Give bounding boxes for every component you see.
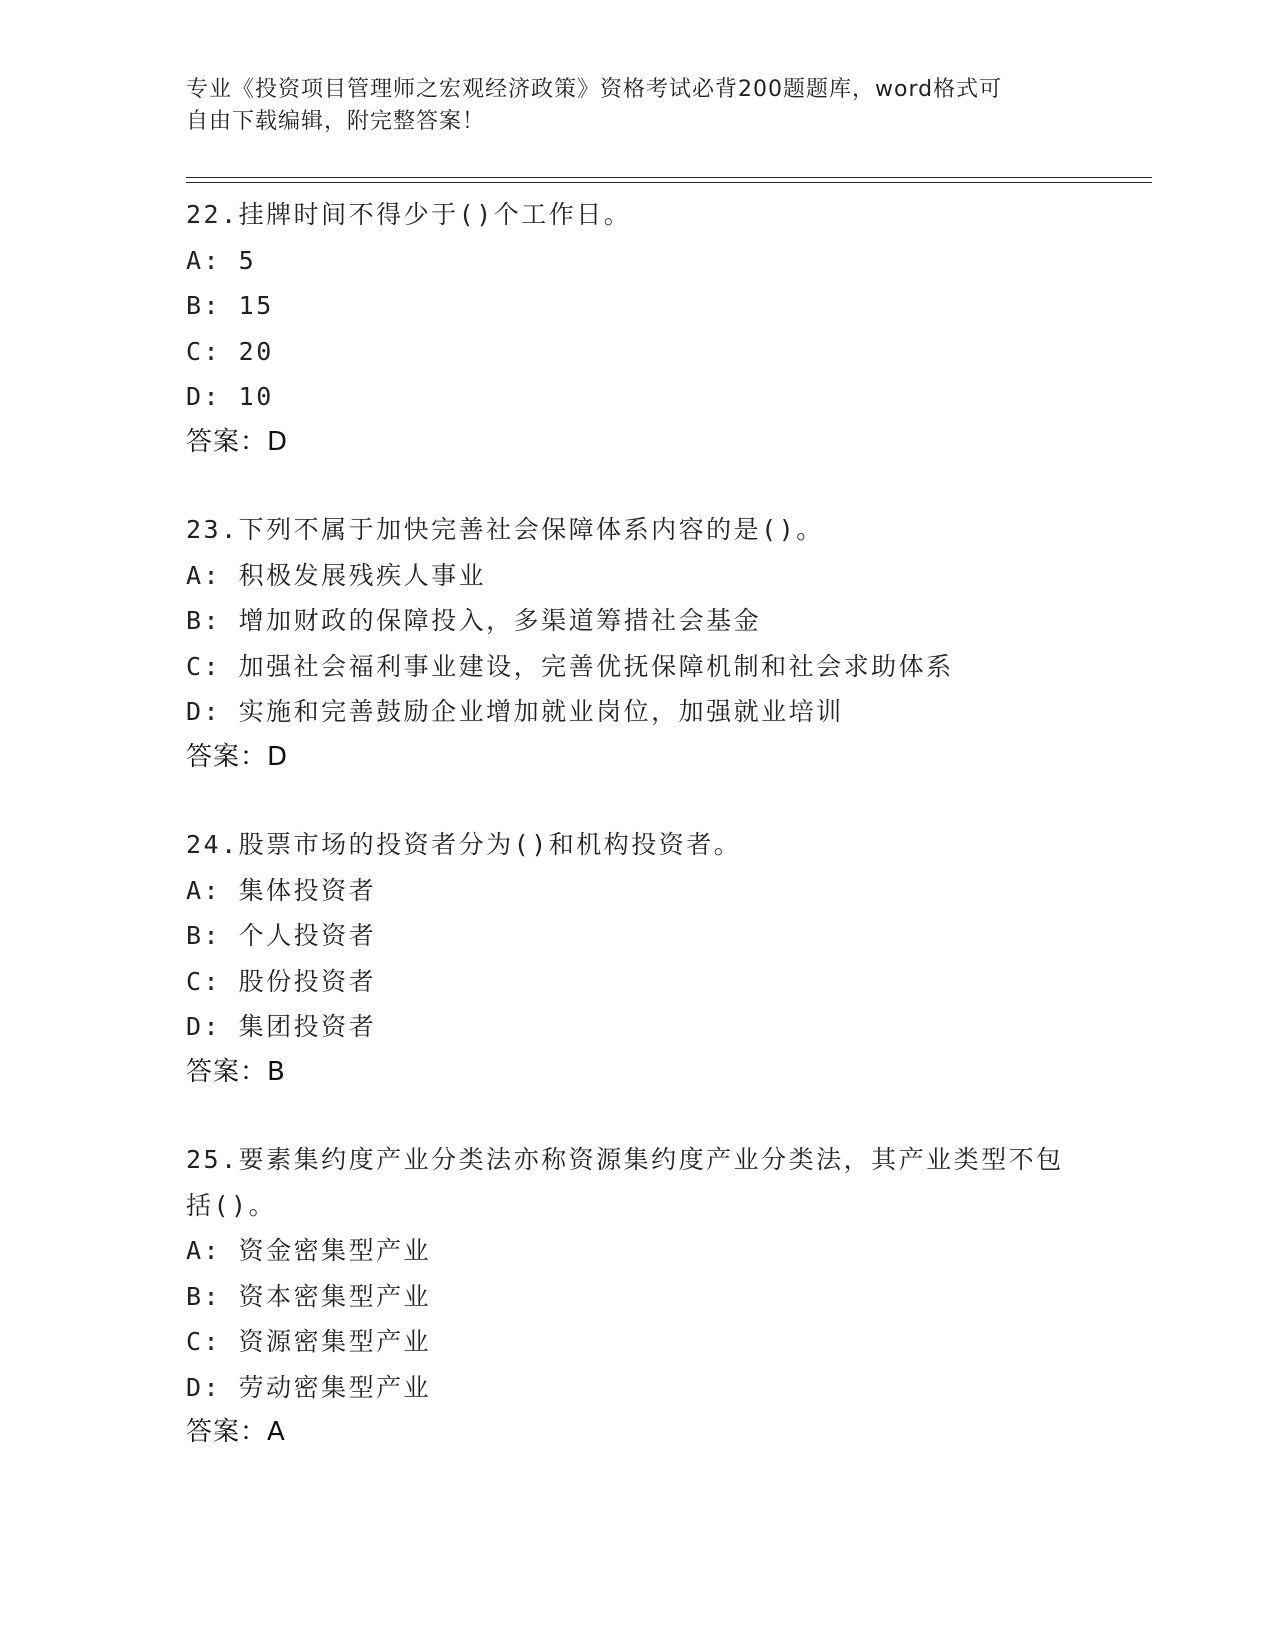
question-stem: 23.下列不属于加快完善社会保障体系内容的是()。 [186, 515, 824, 544]
question-list [186, 192, 1086, 1498]
option-a: A: 积极发展残疾人事业 [186, 560, 487, 590]
answer-line: 答案：B [186, 1056, 286, 1087]
option-c: C: 资源密集型产业 [186, 1327, 432, 1356]
option-c: C: 加强社会福利事业建设，完善优抚保障机制和社会求助体系 [186, 651, 954, 681]
question-stem: 22.挂牌时间不得少于()个工作日。 [186, 200, 632, 229]
option-a: A: 资金密集型产业 [186, 1236, 432, 1265]
answer-line: 答案：D [186, 741, 289, 772]
option-c: C: 股份投资者 [186, 966, 377, 996]
option-a: A: 5 [186, 245, 257, 275]
document-header [186, 74, 1086, 138]
answer-line: 答案：D [186, 426, 289, 457]
header-line-1: 专业《投资项目管理师之宏观经济政策》资格考试必背200题题库，word格式可 [186, 77, 1003, 102]
option-b: B: 15 [186, 291, 274, 320]
question-stem: 25.要素集约度产业分类法亦称资源集约度产业分类法，其产业类型不包括()。 [186, 1145, 1064, 1220]
option-d: D: 集团投资者 [186, 1012, 377, 1041]
option-a: A: 集体投资者 [186, 875, 377, 905]
option-d: D: 劳动密集型产业 [186, 1372, 432, 1402]
question-22 [186, 192, 1086, 465]
header-line-2: 自由下载编辑，附完整答案！ [186, 109, 486, 134]
option-c: C: 20 [186, 336, 274, 366]
question-stem: 24.股票市场的投资者分为()和机构投资者。 [186, 830, 742, 859]
header-divider-top [186, 177, 1152, 178]
answer-line: 答案：A [186, 1417, 286, 1447]
option-b: B: 增加财政的保障投入，多渠道筹措社会基金 [186, 606, 762, 635]
option-b: B: 个人投资者 [186, 921, 377, 950]
option-b: B: 资本密集型产业 [186, 1281, 432, 1311]
question-25 [186, 1137, 1086, 1456]
question-24 [186, 822, 1086, 1095]
option-d: D: 实施和完善鼓励企业增加就业岗位，加强就业培训 [186, 697, 844, 726]
option-d: D: 10 [186, 382, 274, 411]
question-23 [186, 507, 1086, 780]
header-divider-bottom [186, 182, 1152, 183]
